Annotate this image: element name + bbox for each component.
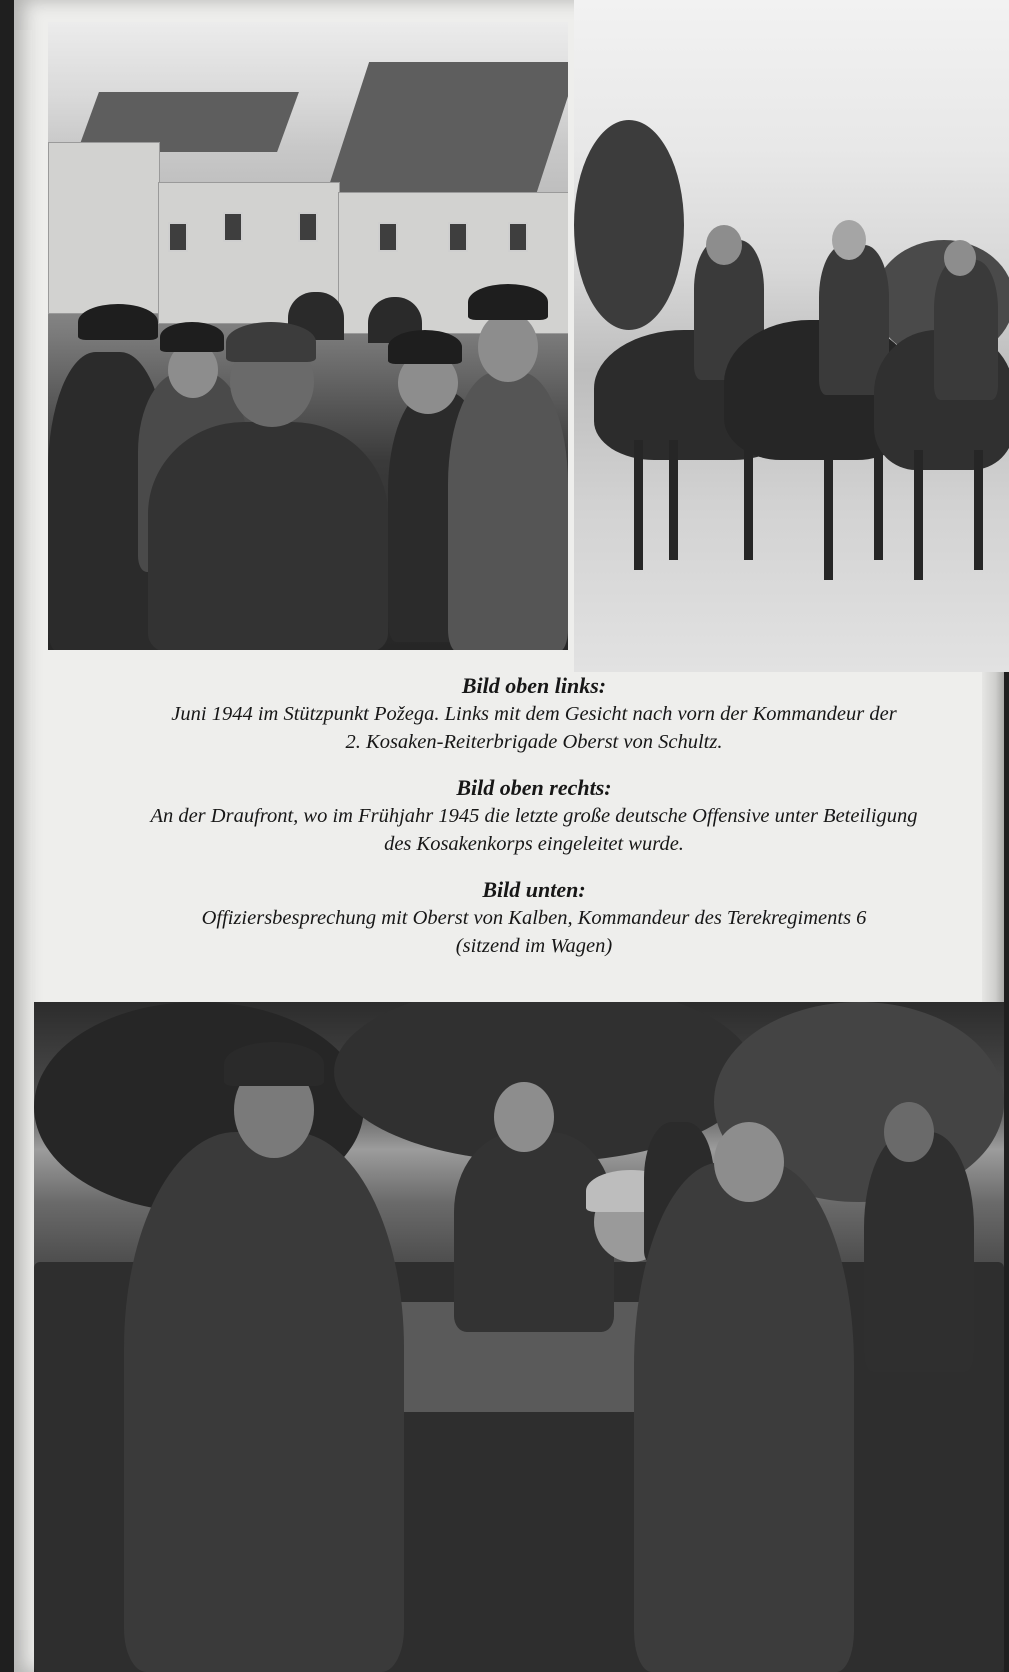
rider <box>934 260 998 400</box>
rider-head <box>944 240 976 276</box>
window <box>168 222 188 252</box>
caption-line: An der Draufront, wo im Frühjahr 1945 die letzte große deutsche Offensive unter Beteiligung <box>150 805 918 827</box>
caption-heading: Bild oben links: <box>461 673 607 698</box>
officer-head <box>478 312 538 382</box>
window <box>378 222 398 252</box>
photo-top-right <box>574 0 1009 672</box>
horse-leg <box>634 440 643 570</box>
officer-seated <box>454 1132 614 1332</box>
horse-leg <box>874 450 883 560</box>
photo-captions <box>74 672 994 978</box>
rider-head <box>706 225 742 265</box>
officer-cap <box>224 1042 324 1086</box>
caption-heading: Bild unten: <box>482 877 586 902</box>
caption-line: Offiziersbesprechung mit Oberst von Kalben, Kommandeur des Terekregiments 6 <box>201 907 867 929</box>
caption-line: Juni 1944 im Stützpunkt Požega. Links mit dem Gesicht nach vorn der Kommandeur der <box>171 703 897 725</box>
window <box>223 212 243 242</box>
window <box>508 222 528 252</box>
building <box>48 142 160 314</box>
officer-cap <box>226 322 316 362</box>
caption-heading: Bild oben rechts: <box>456 775 612 800</box>
officer-figure <box>448 372 568 650</box>
photo-bottom <box>34 1002 1004 1672</box>
horse-leg <box>744 440 753 560</box>
officer-head <box>714 1122 784 1202</box>
horse-leg <box>974 450 983 570</box>
horse-leg <box>914 450 923 580</box>
caption-top-right <box>74 774 994 858</box>
rider-head <box>832 220 866 260</box>
caption-bottom <box>74 876 994 960</box>
officer-standing <box>124 1132 404 1672</box>
officer-cap <box>78 304 158 340</box>
officer-figure <box>148 422 388 650</box>
officer-cap <box>468 284 548 320</box>
officer-head <box>494 1082 554 1152</box>
caption-line: (sitzend im Wagen) <box>455 935 613 957</box>
page-gutter <box>14 30 32 1630</box>
caption-line: 2. Kosaken-Reiterbrigade Oberst von Schultz. <box>345 731 723 753</box>
building-roof <box>327 62 568 192</box>
window <box>448 222 468 252</box>
officer-standing <box>634 1162 854 1672</box>
window <box>298 212 318 242</box>
officer-background <box>864 1132 974 1372</box>
horse-leg <box>669 440 678 560</box>
caption-line: des Kosakenkorps eingeleitet wurde. <box>384 833 684 855</box>
officer-head <box>884 1102 934 1162</box>
book-page <box>14 0 1004 1672</box>
officer-cap <box>388 330 462 364</box>
horse-leg <box>824 450 833 580</box>
photo-top-left <box>48 22 568 650</box>
caption-top-left <box>74 672 994 756</box>
tree <box>574 120 684 330</box>
officer-cap <box>160 322 224 352</box>
